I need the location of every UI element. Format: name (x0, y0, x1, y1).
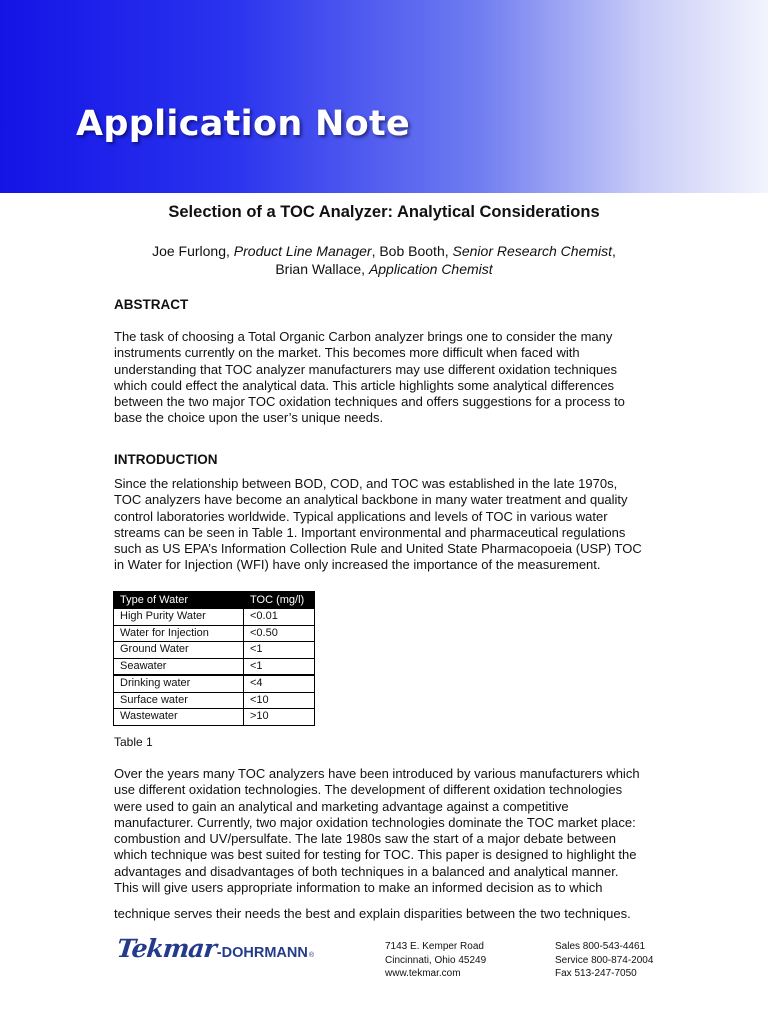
document-title: Selection of a TOC Analyzer: Analytical Considerations (168, 203, 600, 221)
authors-line-2 (0, 260, 768, 278)
authors-line-1 (0, 242, 768, 260)
author-3-name: Brian Wallace, (275, 261, 369, 277)
introduction-line: Since the relationship between BOD, COD, and TOC was established in the late 1970s, (114, 476, 618, 491)
tekmar-dohrmann-logo (117, 934, 314, 963)
body-line: which technique was best suited for testing for TOC. This paper is designed to highlight the (114, 847, 637, 863)
introduction-line: in Water for Injection (WFI) have only increased the importance of the measurement. (114, 557, 601, 573)
column-header-toc: TOC (mg/l) (244, 592, 315, 609)
footer-address (385, 940, 486, 981)
abstract-line: The task of choosing a Total Organic Carbon analyzer brings one to consider the many (114, 329, 613, 344)
water-type-cell: High Purity Water (114, 609, 244, 626)
table-caption: Table 1 (114, 735, 153, 749)
abstract-line: base the choice upon the user’s unique needs. (114, 410, 384, 426)
body-line: use different oxidation technologies. The development of different oxidation technologies (114, 782, 623, 798)
toc-value-cell: >10 (244, 709, 315, 726)
address-line: Cincinnati, Ohio 45249 (385, 954, 487, 966)
table-row (114, 675, 315, 692)
abstract-line: instruments currently on the market. This becomes more difficult when faced with (114, 345, 580, 361)
water-type-cell: Surface water (114, 692, 244, 709)
toc-value-cell: <4 (244, 675, 315, 692)
table-row (114, 642, 315, 659)
introduction-line: such as US EPA’s Information Collection Rule and United State Pharmacopoeia (USP) TOC (114, 541, 642, 557)
footer-contacts (555, 940, 653, 981)
table-row (114, 625, 315, 642)
water-type-cell: Wastewater (114, 709, 244, 726)
introduction-heading: INTRODUCTION (114, 452, 218, 467)
sales-phone: Sales 800-543-4461 (555, 941, 646, 952)
logo-block-text: -DOHRMANN (216, 945, 308, 961)
body-line: were used to gain an analytical and marketing advantage against a competitive (114, 798, 569, 814)
water-type-cell: Water for Injection (114, 625, 244, 642)
abstract-line: understanding that TOC analyzer manufacturers may use different oxidation techniques (114, 361, 617, 377)
table-row (114, 709, 315, 726)
toc-value-cell: <0.01 (244, 609, 315, 626)
body-line: advantages and disadvantages of both techniques in a balanced and analytical manner. (114, 863, 619, 879)
table-row (114, 692, 315, 709)
toc-levels-table (113, 591, 315, 726)
authors-block (0, 242, 768, 278)
column-header-water-type: Type of Water (114, 592, 244, 609)
body-last-line: technique serves their needs the best and explain disparities between the two techniques. (114, 906, 631, 921)
water-type-cell: Ground Water (114, 642, 244, 659)
water-type-cell: Drinking water (114, 675, 244, 692)
authors-separator: , (612, 243, 616, 259)
address-line: 7143 E. Kemper Road (385, 941, 484, 952)
toc-value-cell: <1 (244, 658, 315, 675)
author-1-role: Product Line Manager (233, 243, 372, 259)
service-phone: Service 800-874-2004 (555, 954, 654, 966)
table-row (114, 609, 315, 626)
logo-script-text: Tekmar (115, 934, 218, 963)
abstract-heading: ABSTRACT (114, 297, 189, 312)
toc-value-cell: <1 (244, 642, 315, 659)
table-row (114, 658, 315, 675)
abstract-line: which could effect the analytical data. This article highlights some analytical differences (114, 377, 615, 393)
introduction-line: control laboratories worldwide. Typical applications and levels of TOC in various water (114, 508, 608, 524)
abstract-line: between the two major TOC oxidation techniques and offers suggestions for a process to (114, 394, 625, 410)
header-banner (0, 0, 768, 193)
body-line: Over the years many TOC analyzers have been introduced by various manufacturers which (114, 766, 640, 781)
author-1-name: Joe Furlong, (152, 243, 234, 259)
registered-mark: ® (308, 952, 314, 959)
body-line: combustion and UV/persulfate. The late 1980s saw the start of a major debate between (114, 831, 617, 847)
toc-value-cell: <10 (244, 692, 315, 709)
author-2-role: Senior Research Chemist (452, 243, 613, 259)
water-type-cell: Seawater (114, 658, 244, 675)
website-link[interactable]: www.tekmar.com (385, 968, 461, 979)
body-line: This will give users appropriate information to make an informed decision as to which (114, 880, 603, 896)
author-2-name: , Bob Booth, (371, 243, 453, 259)
introduction-line: TOC analyzers have become an analytical backbone in many water treatment and quality (114, 492, 628, 508)
body-line: manufacturer. Currently, two major oxidation technologies dominate the TOC market place: (114, 814, 636, 830)
introduction-line: streams can be seen in Table 1. Important environmental and pharmaceutical regulations (114, 524, 626, 540)
table-header-row (114, 592, 315, 609)
introduction-paragraph (114, 476, 684, 574)
fax-number: Fax 513-247-7050 (555, 968, 637, 979)
author-3-role: Application Chemist (368, 261, 493, 277)
body-paragraph (114, 766, 684, 896)
abstract-paragraph (114, 329, 684, 427)
toc-value-cell: <0.50 (244, 625, 315, 642)
banner-title: Application Note (76, 104, 411, 144)
